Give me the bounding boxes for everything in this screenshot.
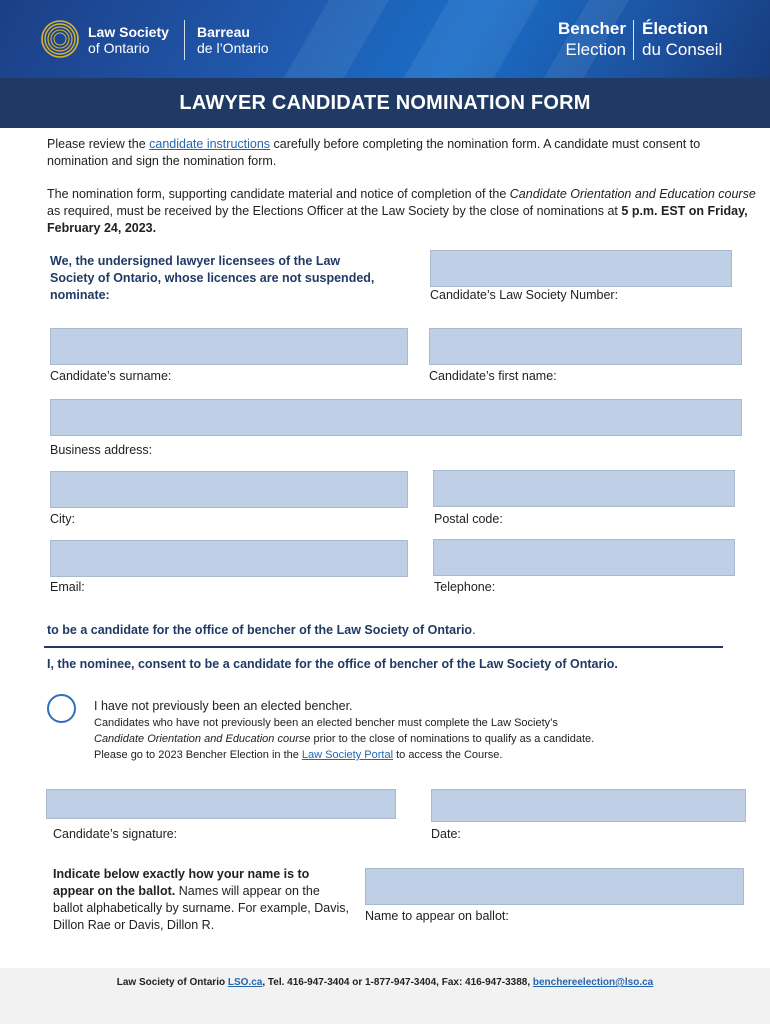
note-course-name: Candidate Orientation and Education course — [94, 733, 311, 745]
election-fr-line1: Élection — [642, 19, 709, 38]
course-name: Candidate Orientation and Education course — [509, 187, 756, 201]
footer-contact — [0, 977, 770, 988]
date-field[interactable] — [431, 789, 746, 822]
candidacy-statement-period: . — [472, 623, 476, 637]
election-email-link[interactable]: benchereelection@lso.ca — [532, 977, 654, 988]
signature-field[interactable] — [46, 789, 396, 819]
header-banner — [0, 0, 770, 78]
footer-phone-fax: , Tel. 416-947-3404 or 1-877-947-3404, Fax: 416-947-3388, — [262, 977, 533, 988]
note-line-2-text: prior to the close of nominations to qualify as a candidate. — [310, 733, 595, 745]
election-fr-line2: du Conseil — [642, 40, 723, 59]
note-line-3 — [94, 747, 694, 763]
intro-p2-middle: as required, must be received by the Elections Officer at the Law Society by the close of nominations at — [47, 204, 622, 218]
intro-paragraph-2 — [47, 186, 759, 237]
postal-code-label: Postal code: — [434, 512, 503, 526]
form-title: LAWYER CANDIDATE NOMINATION FORM — [0, 78, 770, 128]
election-divider — [633, 20, 634, 60]
election-en-line1: Bencher — [557, 19, 626, 38]
city-label: City: — [50, 512, 75, 526]
telephone-label: Telephone: — [434, 580, 496, 594]
telephone-field[interactable] — [433, 539, 735, 576]
logo-text-english — [88, 24, 169, 56]
not-previously-elected-radio[interactable] — [47, 694, 76, 723]
intro-paragraph-1 — [47, 136, 759, 170]
surname-label: Candidate’s surname: — [50, 369, 172, 383]
business-address-field[interactable] — [50, 399, 742, 436]
signature-label: Candidate’s signature: — [53, 827, 178, 841]
intro-text — [47, 136, 759, 253]
candidacy-statement — [47, 623, 476, 637]
lso-logo-icon — [40, 19, 80, 59]
election-en-line2: Election — [565, 40, 626, 59]
email-field[interactable] — [50, 540, 408, 577]
deadline-text: 5 p.m. EST on Friday, February 24, 2023. — [47, 204, 748, 235]
logo-fr-line1: Barreau — [197, 24, 250, 40]
not-previously-elected-label: I have not previously been an elected bencher. — [94, 699, 353, 713]
law-society-portal-link[interactable]: Law Society Portal — [301, 749, 394, 761]
surname-field[interactable] — [50, 328, 408, 365]
lso-number-field[interactable] — [430, 250, 732, 287]
bencher-election-fr — [642, 18, 722, 60]
candidate-instructions-link[interactable]: candidate instructions — [149, 137, 271, 151]
candidacy-statement-text: to be a candidate for the office of bencher of the Law Society of Ontario — [47, 623, 473, 637]
first-name-label: Candidate’s first name: — [429, 369, 557, 383]
intro-p1-end: carefully before completing the nomination form. A candidate must consent to nomination and sign the nomination form. — [47, 137, 701, 168]
note-line-1: Candidates who have not previously been an elected bencher must complete the Law Society’s — [94, 717, 558, 729]
ballot-instructions-bold: Indicate below exactly how your name is to appear on the ballot. — [53, 867, 310, 898]
logo-en-line1: Law Society — [88, 24, 169, 40]
postal-code-field[interactable] — [433, 470, 735, 507]
ballot-name-field[interactable] — [365, 868, 744, 905]
first-name-field[interactable] — [429, 328, 742, 365]
logo-en-line2: of Ontario — [88, 40, 150, 56]
note-line-3-end: to access the Course. — [393, 749, 503, 761]
date-label: Date: — [431, 827, 461, 841]
note-line-3-start: Please go to 2023 Bencher Election in the — [94, 749, 302, 761]
lso-site-link[interactable]: LSO.ca — [227, 977, 263, 988]
ballot-instructions-rest: Names will appear on the ballot alphabetically by surname. For example, Davis, Dillon Rae or Davis, Dillon R. — [53, 884, 349, 932]
course-requirement-note — [94, 715, 694, 763]
intro-p2-start: The nomination form, supporting candidate material and notice of completion of the — [47, 187, 510, 201]
note-line-2 — [94, 731, 694, 747]
city-field[interactable] — [50, 471, 408, 508]
logo-divider — [184, 20, 185, 60]
bencher-election-en — [554, 18, 626, 60]
footer-org: Law Society of Ontario — [116, 977, 228, 988]
nominate-statement: We, the undersigned lawyer licensees of the Law Society of Ontario, whose licences are not suspended, nominate: — [50, 254, 375, 302]
business-address-label: Business address: — [50, 443, 153, 457]
email-label: Email: — [50, 580, 85, 594]
intro-p1-start: Please review the — [47, 137, 150, 151]
lso-number-label: Candidate’s Law Society Number: — [430, 288, 619, 302]
consent-statement: I, the nominee, consent to be a candidate for the office of bencher of the Law Society of Ontario. — [47, 657, 618, 671]
ballot-name-label: Name to appear on ballot: — [365, 909, 509, 923]
logo-text-french — [197, 24, 269, 56]
logo-fr-line2: de l’Ontario — [197, 40, 269, 56]
section-divider — [44, 646, 723, 648]
ballot-name-instructions — [53, 866, 353, 934]
